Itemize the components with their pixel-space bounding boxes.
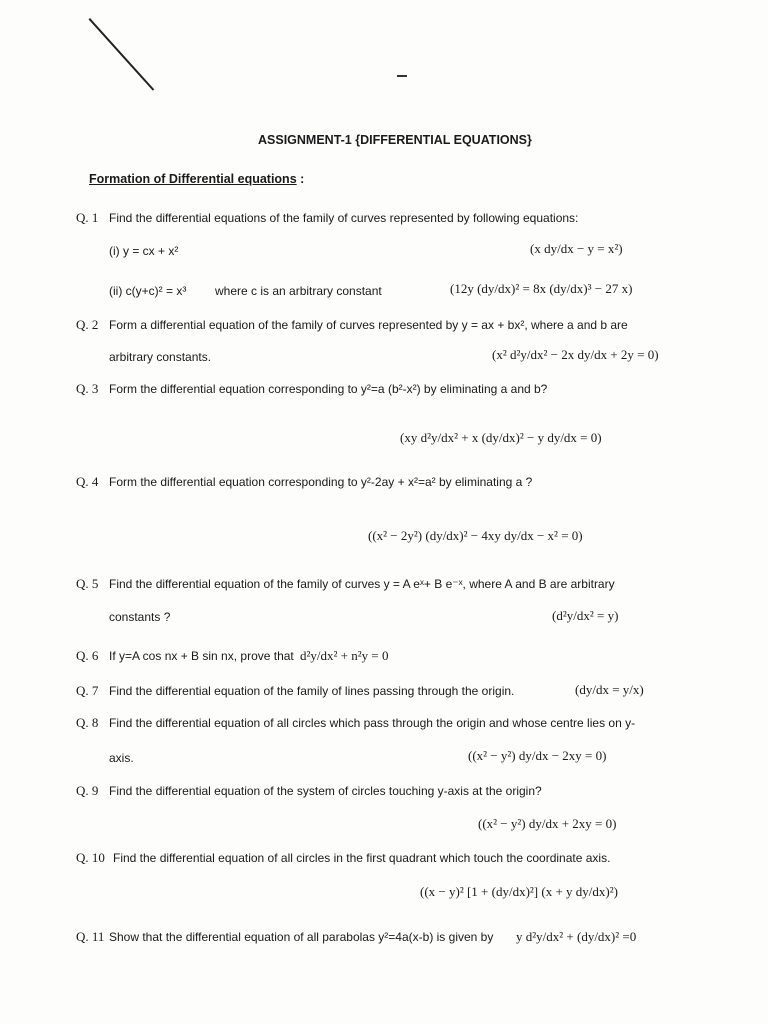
q2-number: Q. 2 [76,317,99,332]
q11-text: Show that the differential equation of all parabolas y²=4a(x-b) is given by [109,930,494,944]
q10-answer: ((x − y)² [1 + (dy/dx)²] (x + y dy/dx)²) [420,884,618,899]
q1-part-i: (i) y = cx + x² [109,244,179,258]
q7-answer: (dy/dx = y/x) [575,682,644,697]
q9-text: Find the differential equation of the system of circles touching y-axis at the origin? [109,784,542,798]
q5-number: Q. 5 [76,576,99,591]
q1-number: Q. 1 [76,210,99,225]
q8-continuation: axis. [109,751,134,765]
q7-number: Q. 7 [76,683,99,698]
q1-text: Find the differential equations of the family of curves represented by following equations: [109,211,579,225]
q4-answer: ((x² − 2y²) (dy/dx)² − 4xy dy/dx − x² = 0) [368,528,583,543]
q1-part-ii-answer: (12y (dy/dx)² = 8x (dy/dx)³ − 27 x) [450,281,633,296]
page-title: ASSIGNMENT-1 {DIFFERENTIAL EQUATIONS} [258,133,532,147]
q1-part-ii-note: where c is an arbitrary constant [215,284,382,298]
q5-continuation: constants ? [109,610,171,624]
q10-text: Find the differential equation of all circles in the first quadrant which touch the coordinate axis. [113,851,611,865]
q5-text: Find the differential equation of the family of curves y = A eˣ+ B e⁻ˣ, where A and B are arbitrary [109,577,615,591]
pen-stroke [89,18,154,90]
q6-text: If y=A cos nx + B sin nx, prove that [109,649,294,663]
q2-continuation: arbitrary constants. [109,350,212,364]
section-heading [89,172,304,186]
q1-part-ii: (ii) c(y+c)² = x³ [109,284,187,298]
q3-number: Q. 3 [76,381,99,396]
q11-number: Q. 11 [76,929,105,944]
q6-equation: d²y/dx² + n²y = 0 [300,648,389,663]
q6-number: Q. 6 [76,648,99,663]
q1-part-i-answer: (x dy/dx − y = x²) [530,241,623,256]
q2-answer: (x² d²y/dx² − 2x dy/dx + 2y = 0) [492,347,659,362]
q4-number: Q. 4 [76,474,99,489]
q8-answer: ((x² − y²) dy/dx − 2xy = 0) [468,748,607,763]
section-heading-text: Formation of Differential equations [89,172,297,186]
header-dash [397,75,407,77]
q9-number: Q. 9 [76,783,99,798]
q3-answer: (xy d²y/dx² + x (dy/dx)² − y dy/dx = 0) [400,430,602,445]
q7-text: Find the differential equation of the family of lines passing through the origin. [109,684,515,698]
section-heading-colon: : [296,172,305,186]
q8-text: Find the differential equation of all circles which pass through the origin and whose centre lies on y- [109,716,636,730]
q11-equation: y d²y/dx² + (dy/dx)² =0 [516,929,637,944]
q10-number: Q. 10 [76,850,105,865]
q8-number: Q. 8 [76,715,99,730]
q2-text: Form a differential equation of the family of curves represented by y = ax + bx², where a and b are [109,318,628,332]
q3-text: Form the differential equation corresponding to y²=a (b²-x²) by eliminating a and b? [109,382,548,396]
q9-answer: ((x² − y²) dy/dx + 2xy = 0) [478,816,617,831]
q5-answer: (d²y/dx² = y) [552,608,619,623]
q4-text: Form the differential equation corresponding to y²-2ay + x²=a² by eliminating a ? [109,475,533,489]
